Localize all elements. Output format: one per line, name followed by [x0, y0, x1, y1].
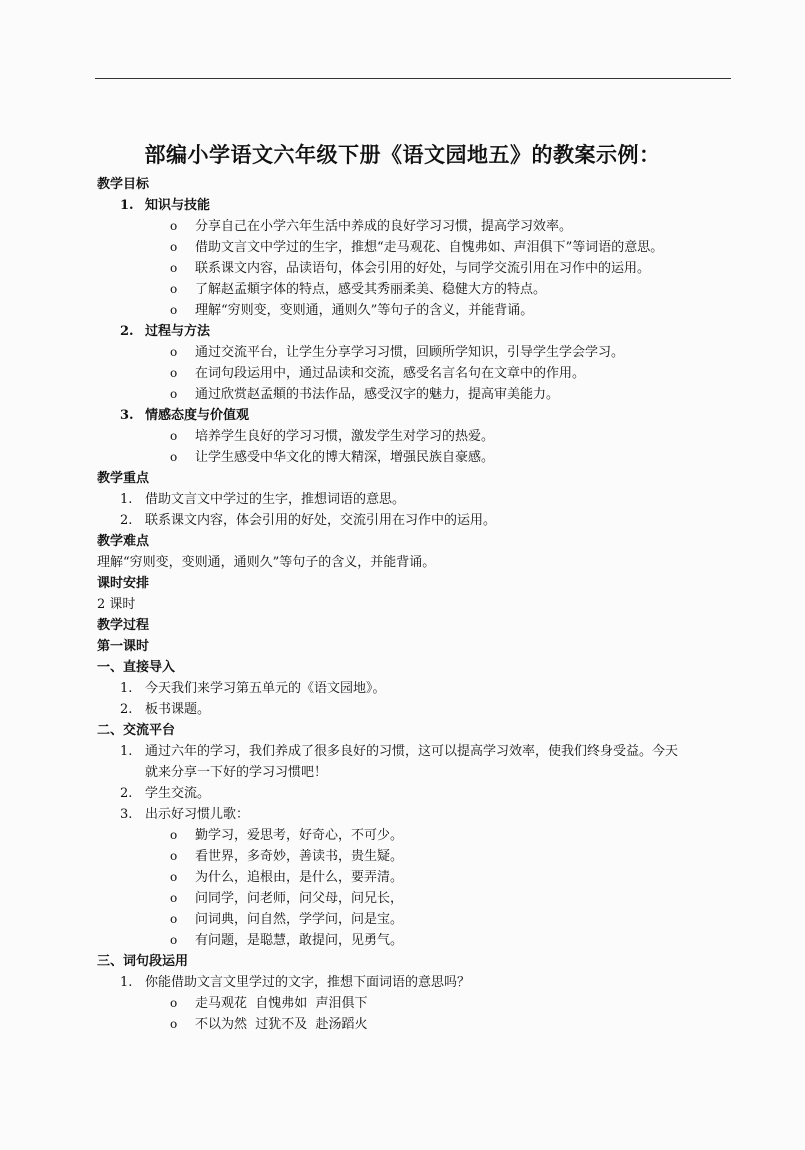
list-item: o 借助文言文中学过的生字，推想“走马观花、自愧弗如、声泪俱下”等词语的意思。	[97, 237, 737, 258]
bullet-icon: o	[170, 1017, 178, 1031]
objectives-heading: 教学目标	[97, 177, 150, 192]
list-item: o 理解“穷则变，变则通，通则久”等句子的含义，并能背诵。	[97, 300, 737, 321]
list-item: o 让学生感受中华文化的博大精深，增强民族自豪感。	[97, 447, 737, 468]
objective-group-3	[97, 405, 737, 426]
list-item: o 分享自己在小学六年生活中养成的良好学习习惯，提高学习效率。	[97, 216, 737, 237]
bullet-icon: o	[170, 996, 178, 1010]
list-number: 2.	[120, 786, 133, 801]
list-number: 3.	[120, 408, 134, 423]
list-item: 3. 出示好习惯儿歌：	[97, 804, 737, 825]
bullet-icon: o	[170, 870, 178, 884]
group-label: 过程与方法	[145, 324, 211, 339]
word-line: o 不以为然 过犹不及 赴汤蹈火	[97, 1014, 737, 1035]
song-line: o 问词典，问自然，学学问，问是宝。	[97, 909, 737, 930]
bullet-icon: o	[170, 366, 178, 380]
bullet-icon: o	[170, 912, 178, 926]
bullet-icon: o	[170, 345, 178, 359]
section-heading-intro: 一、直接导入	[97, 660, 176, 675]
bullet-icon: o	[170, 387, 178, 401]
list-number: 2.	[120, 513, 133, 528]
bullet-icon: o	[170, 891, 178, 905]
list-item: o 了解赵孟頫字体的特点，感受其秀丽柔美、稳健大方的特点。	[97, 279, 737, 300]
key-points-heading: 教学重点	[97, 471, 150, 486]
list-item: o 通过欣赏赵孟頫的书法作品，感受汉字的魅力，提高审美能力。	[97, 384, 737, 405]
bullet-icon: o	[170, 219, 178, 233]
word-line: o 走马观花 自愧弗如 声泪俱下	[97, 993, 737, 1014]
song-line: o 看世界，多奇妙，善读书，贵生疑。	[97, 846, 737, 867]
list-item: o 联系课文内容，品读语句，体会引用的好处，与同学交流引用在习作中的运用。	[97, 258, 737, 279]
schedule-heading: 课时安排	[97, 576, 150, 591]
list-number: 2.	[120, 324, 134, 339]
schedule-text: 2 课时	[97, 597, 136, 612]
section-heading-usage: 三、词句段运用	[97, 954, 189, 969]
header-rule	[95, 78, 731, 79]
list-number: 2.	[120, 702, 133, 717]
list-item: 1. 你能借助文言文里学过的文字，推想下面词语的意思吗？	[97, 972, 737, 993]
bullet-icon: o	[170, 261, 178, 275]
list-number: 3.	[120, 807, 133, 822]
list-item-continuation: 就来分享一下好的学习习惯吧！	[145, 765, 328, 780]
group-label: 知识与技能	[145, 198, 211, 213]
lesson-heading: 第一课时	[97, 639, 150, 654]
list-item: 2. 学生交流。	[97, 783, 737, 804]
difficulty-text: 理解“穷则变，变则通，通则久”等句子的含义，并能背诵。	[97, 555, 436, 570]
list-item: o 在词句段运用中，通过品读和交流，感受名言名句在文章中的作用。	[97, 363, 737, 384]
list-item: 2. 板书课题。	[97, 699, 737, 720]
list-number: 1.	[120, 681, 133, 696]
list-item: o 培养学生良好的学习习惯，激发学生对学习的热爱。	[97, 426, 737, 447]
bullet-icon: o	[170, 933, 178, 947]
song-line: o 勤学习，爱思考，好奇心，不可少。	[97, 825, 737, 846]
section-heading-exchange: 二、交流平台	[97, 723, 176, 738]
bullet-icon: o	[170, 240, 178, 254]
list-number: 1.	[120, 198, 134, 213]
process-heading: 教学过程	[97, 618, 150, 633]
document-title: 部编小学语文六年级下册《语文园地五》的教案示例：	[144, 142, 661, 167]
list-item: 2. 联系课文内容，体会引用的好处，交流引用在习作中的运用。	[97, 510, 737, 531]
song-line: o 问同学，问老师，问父母，问兄长，	[97, 888, 737, 909]
bullet-icon: o	[170, 303, 178, 317]
list-number: 1.	[120, 744, 133, 759]
list-number: 1.	[120, 492, 133, 507]
bullet-icon: o	[170, 849, 178, 863]
objective-group-1	[97, 195, 737, 216]
song-line: o 为什么，追根由，是什么，要弄清。	[97, 867, 737, 888]
difficulty-heading: 教学难点	[97, 534, 150, 549]
list-item: 1. 今天我们来学习第五单元的《语文园地》。	[97, 678, 737, 699]
list-item: 1. 通过六年的学习，我们养成了很多良好的习惯，这可以提高学习效率，使我们终身受益。今天	[97, 741, 737, 762]
bullet-icon: o	[170, 828, 178, 842]
bullet-icon: o	[170, 282, 178, 296]
list-number: 1.	[120, 975, 133, 990]
list-item: 1. 借助文言文中学过的生字，推想词语的意思。	[97, 489, 737, 510]
song-line: o 有问题，是聪慧，敢提问，见勇气。	[97, 930, 737, 951]
list-item: o 通过交流平台，让学生分享学习习惯，回顾所学知识，引导学生学会学习。	[97, 342, 737, 363]
bullet-icon: o	[170, 429, 178, 443]
group-label: 情感态度与价值观	[145, 408, 250, 423]
objective-group-2	[97, 321, 737, 342]
document-body	[97, 174, 737, 1035]
bullet-icon: o	[170, 450, 178, 464]
